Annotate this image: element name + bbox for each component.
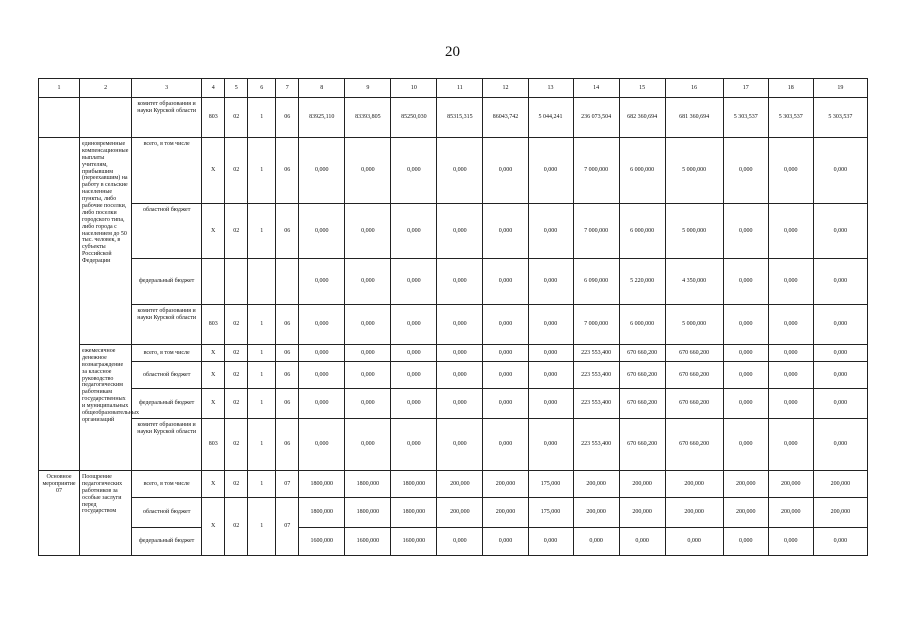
value-cell: 0,000 [299, 204, 345, 259]
measure-description: ежемесячное денежное вознаграждение за классное руководство педагогическим работникам государственных и муниципальных общеобразовательных организаций [80, 345, 132, 471]
value-cell: 200,000 [437, 471, 483, 498]
column-header: 3 [132, 79, 202, 98]
value-cell: 200,000 [619, 498, 665, 528]
budget-source-cell: всего, в том числе [132, 138, 202, 204]
table-row [39, 362, 868, 389]
table-cell: 1 [248, 498, 276, 556]
value-cell: 4 350,000 [665, 259, 723, 305]
table-cell: 1 [248, 419, 276, 471]
value-cell: 0,000 [299, 305, 345, 345]
table-cell: 1 [248, 138, 276, 204]
value-cell: 0,000 [483, 389, 528, 419]
table-cell: 06 [276, 362, 299, 389]
budget-source-cell: федеральный бюджет [132, 259, 202, 305]
value-cell: 0,000 [345, 204, 391, 259]
measure-description: единовременные компенсационные выплаты учителям, прибывшим (переехавшим) на работу в сельские населенные пункты, либо рабочие поселки, либо поселки городского типа, либо города с населением до 50 тыс. человек, в субъекты Российской Федерации [80, 138, 132, 345]
column-header: 5 [225, 79, 248, 98]
value-cell: 0,000 [437, 138, 483, 204]
table-cell: 803 [202, 98, 225, 138]
value-cell: 85315,315 [437, 98, 483, 138]
table-cell: 1 [248, 305, 276, 345]
value-cell: 0,000 [665, 528, 723, 556]
column-header: 8 [299, 79, 345, 98]
value-cell: 670 660,200 [619, 389, 665, 419]
value-cell: 0,000 [483, 362, 528, 389]
budget-source-cell: федеральный бюджет [132, 528, 202, 556]
value-cell: 86043,742 [483, 98, 528, 138]
value-cell: 0,000 [437, 204, 483, 259]
value-cell: 0,000 [437, 389, 483, 419]
value-cell: 7 000,000 [573, 138, 619, 204]
table-row [39, 345, 868, 362]
table-row [39, 471, 868, 498]
value-cell: 0,000 [299, 362, 345, 389]
table-row [39, 259, 868, 305]
value-cell: 200,000 [483, 498, 528, 528]
table-cell: X [202, 389, 225, 419]
value-cell: 0,000 [391, 345, 437, 362]
table-cell [80, 98, 132, 138]
value-cell: 0,000 [528, 204, 573, 259]
table-row [39, 98, 868, 138]
value-cell: 0,000 [345, 345, 391, 362]
column-header: 10 [391, 79, 437, 98]
column-header: 18 [768, 79, 813, 98]
value-cell: 7 000,000 [573, 305, 619, 345]
value-cell: 200,000 [573, 471, 619, 498]
value-cell: 0,000 [391, 259, 437, 305]
value-cell: 200,000 [665, 498, 723, 528]
value-cell: 6 000,000 [619, 204, 665, 259]
value-cell: 0,000 [391, 362, 437, 389]
value-cell: 200,000 [619, 471, 665, 498]
value-cell: 0,000 [299, 259, 345, 305]
budget-source-cell: комитет образования и науки Курской области [132, 305, 202, 345]
value-cell: 1800,000 [299, 498, 345, 528]
value-cell: 5 000,000 [665, 204, 723, 259]
value-cell: 0,000 [437, 528, 483, 556]
budget-table [38, 78, 868, 556]
value-cell: 0,000 [483, 345, 528, 362]
value-cell: 200,000 [437, 498, 483, 528]
table-cell [39, 138, 80, 471]
value-cell: 0,000 [813, 362, 867, 389]
table-cell: 02 [225, 305, 248, 345]
table-cell: X [202, 138, 225, 204]
value-cell: 0,000 [813, 204, 867, 259]
value-cell: 5 303,537 [768, 98, 813, 138]
table-cell: 06 [276, 345, 299, 362]
value-cell: 6 000,000 [619, 138, 665, 204]
value-cell: 0,000 [813, 389, 867, 419]
table-cell: 06 [276, 98, 299, 138]
table-cell: X [202, 498, 225, 556]
table-cell: 02 [225, 498, 248, 556]
table-cell: 803 [202, 419, 225, 471]
value-cell: 0,000 [391, 389, 437, 419]
value-cell: 0,000 [483, 305, 528, 345]
value-cell: 83393,805 [345, 98, 391, 138]
value-cell: 0,000 [391, 138, 437, 204]
value-cell: 200,000 [723, 498, 768, 528]
table-cell: 02 [225, 389, 248, 419]
value-cell: 0,000 [483, 528, 528, 556]
value-cell: 0,000 [299, 419, 345, 471]
table-row [39, 419, 868, 471]
page-number: 20 [445, 44, 460, 60]
value-cell: 0,000 [813, 138, 867, 204]
value-cell: 0,000 [528, 528, 573, 556]
value-cell: 670 660,200 [665, 419, 723, 471]
value-cell: 200,000 [665, 471, 723, 498]
table-cell: 02 [225, 471, 248, 498]
table-cell: 02 [225, 419, 248, 471]
column-header: 12 [483, 79, 528, 98]
value-cell: 0,000 [768, 419, 813, 471]
table-cell: 1 [248, 345, 276, 362]
value-cell: 5 220,000 [619, 259, 665, 305]
column-header: 1 [39, 79, 80, 98]
value-cell: 0,000 [437, 345, 483, 362]
measure-description: Поощрение педагогических работников за особые заслуги перед государством [80, 471, 132, 556]
value-cell: 670 660,200 [665, 389, 723, 419]
value-cell: 0,000 [768, 362, 813, 389]
value-cell: 0,000 [573, 528, 619, 556]
value-cell: 7 000,000 [573, 204, 619, 259]
value-cell: 1800,000 [345, 471, 391, 498]
value-cell: 0,000 [723, 528, 768, 556]
value-cell: 0,000 [483, 204, 528, 259]
table-cell: 02 [225, 345, 248, 362]
value-cell: 0,000 [345, 259, 391, 305]
table-cell [202, 259, 225, 305]
budget-source-cell: федеральный бюджет [132, 389, 202, 419]
table-cell [39, 98, 80, 138]
value-cell: 1600,000 [391, 528, 437, 556]
value-cell: 0,000 [528, 259, 573, 305]
table-cell: 02 [225, 362, 248, 389]
value-cell: 0,000 [345, 419, 391, 471]
table-row [39, 204, 868, 259]
value-cell: 670 660,200 [619, 419, 665, 471]
value-cell: 0,000 [813, 419, 867, 471]
value-cell: 0,000 [345, 305, 391, 345]
column-header: 2 [80, 79, 132, 98]
value-cell: 0,000 [299, 345, 345, 362]
table-cell: 06 [276, 138, 299, 204]
value-cell: 0,000 [723, 389, 768, 419]
value-cell: 0,000 [528, 389, 573, 419]
value-cell: 0,000 [483, 259, 528, 305]
value-cell: 200,000 [723, 471, 768, 498]
table-cell: 07 [276, 471, 299, 498]
value-cell: 1800,000 [391, 471, 437, 498]
value-cell: 223 553,400 [573, 345, 619, 362]
column-header: 19 [813, 79, 867, 98]
value-cell: 0,000 [437, 259, 483, 305]
table-cell: 803 [202, 305, 225, 345]
value-cell: 85250,030 [391, 98, 437, 138]
value-cell: 670 660,200 [665, 362, 723, 389]
table-row [39, 305, 868, 345]
value-cell: 6 090,000 [573, 259, 619, 305]
value-cell: 0,000 [813, 305, 867, 345]
table-cell: X [202, 362, 225, 389]
value-cell: 200,000 [813, 498, 867, 528]
table-cell [276, 259, 299, 305]
value-cell: 0,000 [723, 345, 768, 362]
column-header: 6 [248, 79, 276, 98]
value-cell: 200,000 [768, 498, 813, 528]
value-cell: 0,000 [768, 204, 813, 259]
value-cell: 0,000 [723, 204, 768, 259]
column-header: 9 [345, 79, 391, 98]
value-cell: 0,000 [813, 259, 867, 305]
value-cell: 0,000 [768, 138, 813, 204]
table-cell: 1 [248, 98, 276, 138]
value-cell: 175,000 [528, 471, 573, 498]
value-cell: 0,000 [619, 528, 665, 556]
recipient-cell: комитет образования и науки Курской области [132, 98, 202, 138]
table-cell: 02 [225, 98, 248, 138]
value-cell: 5 303,537 [813, 98, 867, 138]
table-cell: 1 [248, 389, 276, 419]
value-cell: 0,000 [723, 259, 768, 305]
table-row [39, 389, 868, 419]
budget-source-cell: всего, в том числе [132, 471, 202, 498]
table-cell: 1 [248, 204, 276, 259]
value-cell: 83925,110 [299, 98, 345, 138]
main-activity-label: Основное мероприятие 07 [39, 471, 80, 556]
column-header: 16 [665, 79, 723, 98]
table-cell: 06 [276, 305, 299, 345]
value-cell: 0,000 [391, 419, 437, 471]
value-cell: 1600,000 [299, 528, 345, 556]
value-cell: 670 660,200 [619, 362, 665, 389]
value-cell: 681 360,694 [665, 98, 723, 138]
column-header: 15 [619, 79, 665, 98]
value-cell: 223 553,400 [573, 389, 619, 419]
value-cell: 0,000 [391, 305, 437, 345]
table-cell [225, 259, 248, 305]
value-cell: 5 000,000 [665, 305, 723, 345]
value-cell: 236 073,504 [573, 98, 619, 138]
budget-source-cell: всего, в том числе [132, 345, 202, 362]
value-cell: 0,000 [391, 204, 437, 259]
column-header: 7 [276, 79, 299, 98]
value-cell: 6 000,000 [619, 305, 665, 345]
value-cell: 0,000 [768, 389, 813, 419]
value-cell: 200,000 [483, 471, 528, 498]
table-cell: 06 [276, 389, 299, 419]
value-cell: 0,000 [437, 419, 483, 471]
value-cell: 682 360,694 [619, 98, 665, 138]
value-cell: 0,000 [483, 419, 528, 471]
column-header: 11 [437, 79, 483, 98]
budget-source-cell: областной бюджет [132, 362, 202, 389]
value-cell: 0,000 [528, 362, 573, 389]
value-cell: 200,000 [768, 471, 813, 498]
value-cell: 0,000 [723, 362, 768, 389]
budget-source-cell: областной бюджет [132, 204, 202, 259]
value-cell: 223 553,400 [573, 362, 619, 389]
value-cell: 200,000 [813, 471, 867, 498]
value-cell: 0,000 [813, 345, 867, 362]
value-cell: 0,000 [437, 362, 483, 389]
value-cell: 0,000 [813, 528, 867, 556]
column-header: 14 [573, 79, 619, 98]
value-cell: 0,000 [299, 389, 345, 419]
value-cell: 0,000 [528, 419, 573, 471]
value-cell: 0,000 [437, 305, 483, 345]
table-cell: 06 [276, 204, 299, 259]
value-cell: 0,000 [723, 419, 768, 471]
value-cell: 1800,000 [345, 498, 391, 528]
value-cell: 0,000 [723, 305, 768, 345]
value-cell: 0,000 [528, 305, 573, 345]
column-header: 4 [202, 79, 225, 98]
value-cell: 175,000 [528, 498, 573, 528]
table-cell: 1 [248, 362, 276, 389]
value-cell: 0,000 [528, 138, 573, 204]
value-cell: 0,000 [345, 138, 391, 204]
value-cell: 1600,000 [345, 528, 391, 556]
value-cell: 0,000 [528, 345, 573, 362]
column-header: 13 [528, 79, 573, 98]
value-cell: 200,000 [573, 498, 619, 528]
table-cell: 06 [276, 419, 299, 471]
table-cell: 02 [225, 138, 248, 204]
value-cell: 0,000 [345, 389, 391, 419]
value-cell: 0,000 [768, 345, 813, 362]
table-row [39, 138, 868, 204]
table-cell: 02 [225, 204, 248, 259]
table-row [39, 528, 868, 556]
value-cell: 0,000 [299, 138, 345, 204]
value-cell: 670 660,200 [619, 345, 665, 362]
budget-source-cell: областной бюджет [132, 498, 202, 528]
value-cell: 5 044,241 [528, 98, 573, 138]
value-cell: 0,000 [723, 138, 768, 204]
value-cell: 0,000 [768, 305, 813, 345]
value-cell: 0,000 [768, 528, 813, 556]
value-cell: 5 000,000 [665, 138, 723, 204]
column-header: 17 [723, 79, 768, 98]
value-cell: 0,000 [345, 362, 391, 389]
table-row [39, 498, 868, 528]
value-cell: 1800,000 [299, 471, 345, 498]
value-cell: 5 303,537 [723, 98, 768, 138]
table-cell: X [202, 471, 225, 498]
table-cell: X [202, 204, 225, 259]
budget-source-cell: комитет образования и науки Курской области [132, 419, 202, 471]
table-header-row [39, 79, 868, 98]
table-cell [248, 259, 276, 305]
table-cell: 1 [248, 471, 276, 498]
value-cell: 670 660,200 [665, 345, 723, 362]
value-cell: 0,000 [768, 259, 813, 305]
value-cell: 1800,000 [391, 498, 437, 528]
table-cell: X [202, 345, 225, 362]
value-cell: 223 553,400 [573, 419, 619, 471]
value-cell: 0,000 [483, 138, 528, 204]
table-cell: 07 [276, 498, 299, 556]
